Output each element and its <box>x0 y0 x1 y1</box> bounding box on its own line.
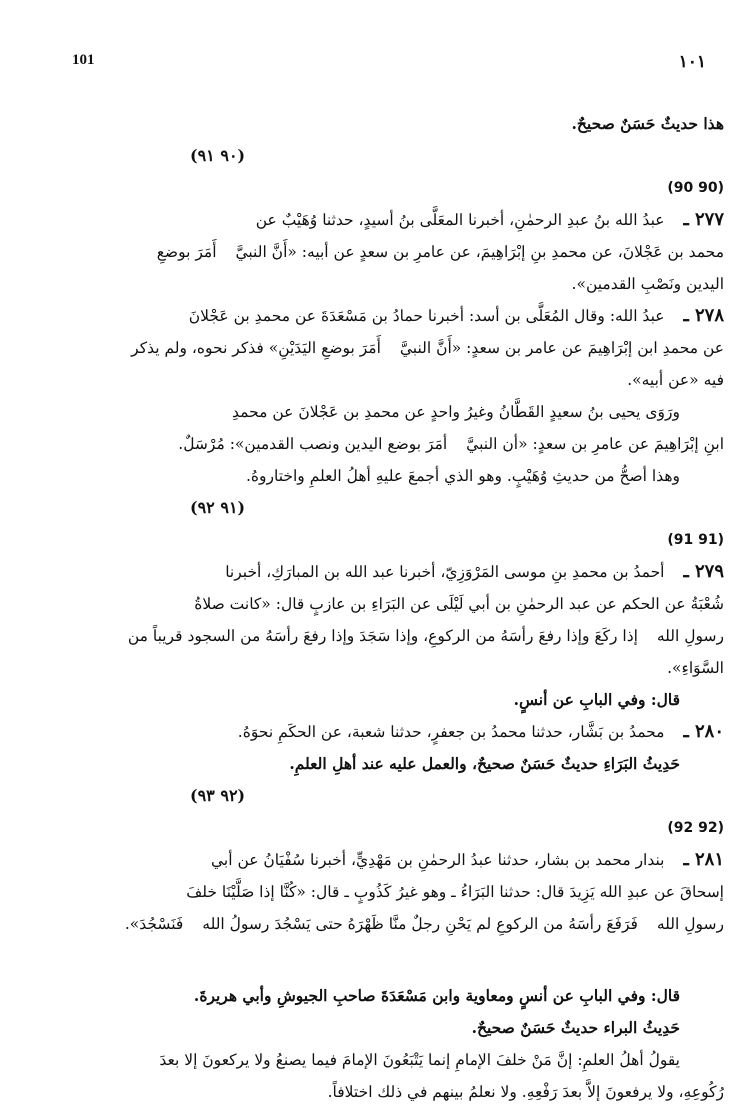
hadith-280: ٢٨٠ ـ محمدُ بن بَشَّار، حدثنا محمدُ بن جعفرٍ، حدثنا شعبة، عن الحكَمِ نحوَهُ. <box>237 721 724 742</box>
grading-line: هذا حديثٌ حَسَنٌ صحيحٌ. <box>571 114 724 133</box>
reference-latin: (90 90) <box>667 180 724 196</box>
page-number-latin: 101 <box>72 52 95 68</box>
reference-latin: (92 92) <box>667 820 724 836</box>
hadith-text-body: هذا حديثٌ حَسَنٌ صحيحٌ. (٩٠ ٩١) (90 90) ٢٧٧ ـ عبدُ الله بنُ عبدِ الرحمٰنِ، أخبرنا المعَلَّى بنُ أسيدٍ، حدثنا وُهَيْبٌ عن محمد بن عَجْلانَ، عن محمدِ بنِ إبْرَاهِيمَ، عن عامرِ بن سعدٍ عن أبيه: «أَنَّ النبيَّ أَمَرَ بوضعِ اليدين ونَصْبِ القدمين». ٢٧٨ ـ عبدُ الله: وقال المُعَلَّى بن أسد: أخبرنا حمادُ بن مَسْعَدَةَ عن محمدِ بن عَجْلانَ عن محمدِ ابن إبْرَاهِيمَ عن عامر بن سعدٍ: «أَنَّ النبيَّ أَمَرَ بوضعِ اليَدَيْنِ» فذكر نحوه، ولم يذكر فيه «عن أبيه». ورَوَى يحيى بنُ سعيدٍ القَطَّانُ وغيرُ واحدٍ عن محمدِ بن عَجْلانَ عن محمدِ ابنِ إبْرَاهِيمَ عن عامرِ بن سعدٍ: «أن النبيَّ أمَرَ بوضع اليدين ونصب القدمين»: مُرْسَلٌ. وهذا أصحُّ من حديثِ وُهَيْبٍ. وهو الذي أجمعَ عليهِ أهلُ العلمِ واختاروهُ. (٩١ ٩٢) (91 91) ٢٧٩ ـ أحمدُ بن محمدِ بنِ موسى المَرْوَزِيّ، أخبرنا عبد الله بن المبارَكِ، أخبرنا شُعْبَةُ عن الحكم عن عبد الرحمٰنِ بن أبي لَيْلَى عن البَرَاءِ بن عازبٍ قال: «كانت صلاةُ رسولِ الله إذا ركَعَ وإذا رفعَ رأسَهُ من الركوعِ، وإذا سَجَدَ وإذا رفعَ رأسَهُ من السجود قريباً من السَّوَاءِ». قال: وفي البابِ عن أنسٍ. ٢٨٠ ـ محمدُ بن بَشَّار، حدثنا محمدُ بن جعفرٍ، حدثنا شعبة، عن الحكَمِ نحوَهُ. حَدِيثُ البَرَاءِ حديثٌ حَسَنٌ صحيحٌ، والعمل عليه عند أهلِ العلمِ. (٩٢ ٩٣) (92 92) ٢٨١ ـ بندار محمد بن بشار، حدثنا عبدُ الرحمٰنِ بن مَهْدِيٍّ، أخبرنا سُفْيَانُ عن أبي إسحاقَ عن عبدِ الله يَزِيدَ قال: حدثنا البَرَاءُ ـ وهو غيرُ كَذُوبٍ ـ قال: «كُنَّا إذا صَلَّيْنَا خلفَ رسولِ الله فَرَفَعَ رأسَهُ من الركوعِ لم يَحْنِ رجلٌ منَّا ظَهْرَهُ حتى يَسْجُدَ رسولُ الله فَنَسْجُدَ». قال: وفي البابِ عن أنسٍ ومعاوية وابن مَسْعَدَةَ صاحبِ الجيوشِ وأبي هريرةَ. حَدِيثُ البراء حديثٌ حَسَنٌ صحيحٌ. يقولُ أهلُ العلمِ: إنَّ مَنْ خلفَ الإمامِ إنما يَتْبَعُونَ الإمامَ فيما يصنعُ ولا يركعونَ إلا بعدَ رُكُوعِهِ، ولا يرفعونَ إلاَّ بعدَ رَفْعِهِ. ولا نعلمُ بينهم في ذلك اختلافاً. <box>50 108 724 1108</box>
reference-latin: (91 91) <box>667 532 724 548</box>
reference-arabic: (٩١ ٩٢) <box>190 498 246 517</box>
hadith-277: ٢٧٧ ـ عبدُ الله بنُ عبدِ الرحمٰنِ، أخبرنا المعَلَّى بنُ أسيدٍ، حدثنا وُهَيْبٌ عن <box>255 209 724 230</box>
hadith-278: ٢٧٨ ـ عبدُ الله: وقال المُعَلَّى بن أسد: أخبرنا حمادُ بن مَسْعَدَةَ عن محمدِ بن عَجْلانَ <box>188 305 724 326</box>
hadith-number: ٢٧٧ ـ <box>683 209 724 230</box>
reference-arabic: (٩٢ ٩٣) <box>190 786 246 805</box>
hadith-number: ٢٨١ ـ <box>683 849 724 870</box>
hadith-number: ٢٧٨ ـ <box>683 305 724 326</box>
hadith-279: ٢٧٩ ـ أحمدُ بن محمدِ بنِ موسى المَرْوَزِيّ، أخبرنا عبد الله بن المبارَكِ، أخبرنا <box>225 561 724 582</box>
hadith-number: ٢٨٠ ـ <box>683 721 724 742</box>
reference-arabic: (٩٠ ٩١) <box>190 146 246 165</box>
page-number-arabic: ١٠١ <box>678 52 706 72</box>
hadith-281: ٢٨١ ـ بندار محمد بن بشار، حدثنا عبدُ الرحمٰنِ بن مَهْدِيٍّ، أخبرنا سُفْيَانُ عن أبي <box>210 849 724 870</box>
hadith-number: ٢٧٩ ـ <box>683 561 724 582</box>
